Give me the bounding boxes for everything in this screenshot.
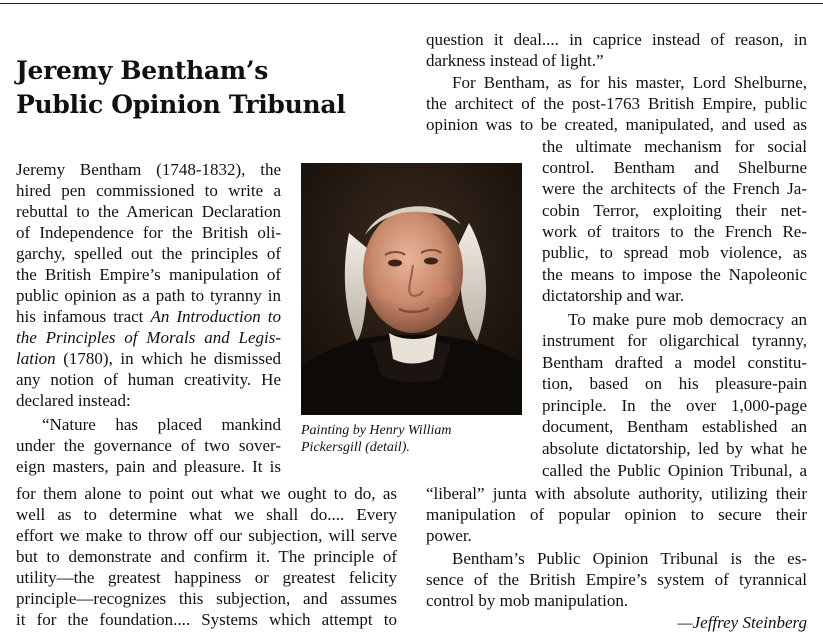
text-line: darkness instead of light.”: [426, 51, 604, 70]
text-line: To make pure mob democracy an: [568, 310, 807, 329]
text-line: eign masters, pain and pleasure. It is: [16, 457, 281, 476]
text-line: the means to impose the Napoleonic: [542, 265, 807, 284]
text-line: power.: [426, 526, 472, 545]
title-line: Public Opinion Tribunal: [16, 90, 346, 119]
text-line: question it deal.... in caprice instead of reason, in: [426, 30, 807, 49]
text-line: for them alone to point out what we ought to do, as: [16, 484, 397, 503]
text-line: absolute dictatorship, led by what he: [542, 439, 807, 458]
text-line: control by mob manipulation.: [426, 591, 629, 610]
text-line: hired pen commissioned to write a: [16, 181, 281, 200]
text-line: “liberal” junta with absolute authority, utilizing their: [426, 484, 807, 503]
text-line: control. Bentham and Shelburne: [542, 158, 807, 177]
text-line: the ultimate mechanism for social: [542, 137, 807, 156]
text-line: of Independence for the British oli-: [16, 223, 281, 242]
book-title-italic: An Introduction to: [150, 307, 281, 326]
text-line: sence of the British Empire’s system of tyrannical: [426, 570, 807, 589]
text-line: the architect of the post-1763 British Empire, public: [426, 94, 807, 113]
text-line: work of traitors to the French Re-: [542, 222, 807, 241]
text-line: [16, 306, 281, 327]
text-line: called the Public Opinion Tribunal, a: [542, 461, 807, 480]
text-line: dictatorship and war.: [542, 286, 685, 305]
title-line: Jeremy Bentham’s: [16, 56, 269, 85]
text-line: utility—the greatest happiness or greatest felicity: [16, 568, 397, 587]
text-line: [16, 348, 281, 369]
text-line: [16, 327, 281, 348]
text-line: any notion of human creativity. He: [16, 370, 281, 389]
text-line: public, to spread mob violence, as: [542, 243, 807, 262]
signature-text: —Jeffrey Steinberg: [677, 613, 807, 632]
text-line: but to demonstrate and confirm it. The principle of: [16, 547, 397, 566]
text-line: Jeremy Bentham (1748-1832), the: [16, 160, 281, 179]
text-line: were the architects of the French Ja-: [542, 179, 807, 198]
text-line: rebuttal to the American Declaration: [16, 202, 281, 221]
text-line: “Nature has placed mankind: [42, 415, 281, 434]
text-line: cobin Terror, exploiting their net-: [542, 201, 807, 220]
text-line: Bentham drafted a model constitu-: [542, 353, 807, 372]
author-signature: [426, 612, 807, 633]
text-line: document, Bentham established an: [542, 417, 807, 436]
text-line: For Bentham, as for his master, Lord Shelburne,: [452, 73, 807, 92]
text-run: (1780), in which he dismissed: [55, 349, 281, 368]
text-run: his infamous tract: [16, 307, 151, 326]
text-line: garchy, spelled out the principles of: [16, 244, 281, 263]
text-line: instrument for oligarchical tyranny,: [542, 331, 807, 350]
text-line: Bentham’s Public Opinion Tribunal is the es-: [452, 549, 807, 568]
portrait-image: [301, 163, 522, 415]
text-line: manipulation of popular opinion to secure their: [426, 505, 807, 524]
article-title: [16, 54, 396, 122]
text-line: well as to determine what we shall do.... Every: [16, 505, 397, 524]
text-line: it for the foundation.... Systems which attempt to: [16, 610, 397, 629]
text-line: effort we make to throw off our subjection, will serve: [16, 526, 397, 545]
text-line: principle—recognizes this subjection, and assumes: [16, 589, 397, 608]
text-line: declared instead:: [16, 391, 131, 410]
text-line: tion, based on his pleasure-pain: [542, 374, 807, 393]
text-line: opinion was to be created, manipulated, and used as: [426, 115, 807, 134]
text-line: the British Empire’s manipulation of: [16, 265, 281, 284]
text-line: principle. In the over 1,000-page: [542, 396, 807, 415]
text-line: under the governance of two sover-: [16, 436, 281, 455]
book-title-italic: lation: [16, 349, 56, 368]
book-title-italic: the Principles of Morals and Legis-: [16, 328, 281, 347]
top-rule: [0, 3, 823, 4]
image-caption: Painting by Henry William: [301, 423, 452, 438]
image-caption: Pickersgill (detail).: [301, 440, 410, 455]
text-line: public opinion as a path to tyranny in: [16, 286, 281, 305]
portrait-painting: [301, 163, 522, 415]
